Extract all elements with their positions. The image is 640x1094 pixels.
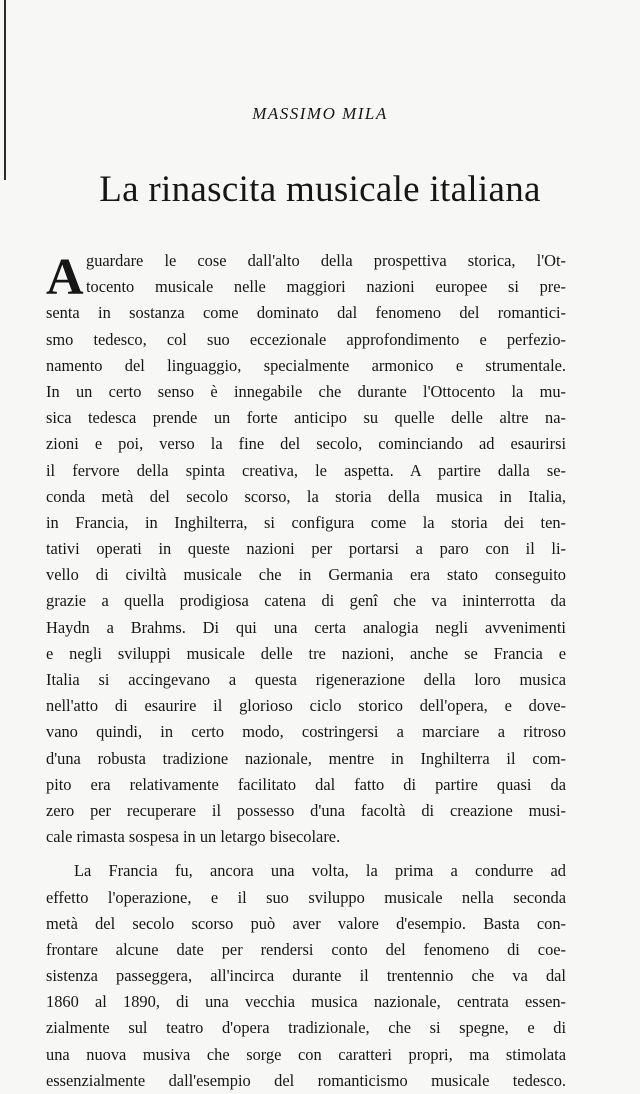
text-line: effetto l'operazione, e il suo sviluppo musicale nella seconda [46, 887, 566, 907]
text-line: essenzialmente dall'esempio del romanticismo musicale tedesco. [46, 1070, 566, 1090]
text-line: tocento musicale nelle maggiori nazioni europee si pre- [86, 277, 566, 297]
text-line: il fervore della spinta creativa, le aspetta. A partire dalla se- [46, 460, 566, 480]
paragraph-1 [46, 248, 566, 850]
text-line: zero per recuperare il possesso d'una facoltà di creazione musi- [46, 800, 566, 820]
article-body [46, 248, 566, 1094]
text-line: 1860 al 1890, di una vecchia musica nazionale, centrata essen- [46, 992, 566, 1012]
paragraph-2 [46, 858, 566, 1094]
text-line: conda metà del secolo scorso, la storia della musica in Italia, [46, 486, 566, 506]
text-line: vano quindi, in certo modo, costringersi a marciare a ritroso [46, 722, 566, 742]
text-line: Italia si accingevano a questa rigenerazione della loro musica [46, 670, 566, 689]
text-line: e negli sviluppi musicale delle tre nazioni, anche se Francia e [46, 643, 566, 663]
text-line: namento del linguaggio, specialmente armonico e strumentale. [46, 355, 566, 375]
text-line: d'una robusta tradizione nazionale, mentre in Inghilterra il com- [46, 748, 566, 768]
text-line: In un certo senso è innegabile che durante l'Ottocento la mu- [46, 381, 566, 401]
text-line: La Francia fu, ancora una volta, la prima a condurre ad [74, 861, 566, 881]
text-line: sistenza passeggera, all'incirca durante il trentennio che va dal [46, 966, 566, 986]
text-line: guardare le cose dall'alto della prospettiva storica, l'Ot- [86, 251, 566, 270]
text-line: pito era relativamente facilitato dal fatto di partire quasi da [46, 774, 566, 794]
text-line: metà del secolo scorso può aver valore d'esempio. Basta con- [46, 913, 566, 933]
text-line: tativi operati in queste nazioni per portarsi a paro con il li- [46, 539, 566, 559]
text-line: vello di civiltà musicale che in Germania era stato conseguito [46, 565, 566, 585]
text-line: una nuova musiva che sorge con caratteri propri, ma stimolata [46, 1044, 566, 1064]
text-line: zioni e poi, verso la fine del secolo, cominciando ad esaurirsi [46, 434, 566, 454]
text-line: frontare alcune date per rendersi conto del fenomeno di coe- [46, 939, 566, 959]
page-binding-edge [4, 0, 6, 180]
article-title: La rinascita musicale italiana [99, 169, 541, 210]
text-line: zialmente sul teatro d'opera tradizionale, che si spegne, e di [46, 1018, 566, 1038]
text-line: in Francia, in Inghilterra, si configura come la storia dei ten- [46, 512, 566, 532]
text-line: grazie a quella prodigiosa catena di genî che va ininterrotta da [46, 591, 566, 611]
text-line: nell'atto di esaurire il glorioso ciclo storico dell'opera, e dove- [46, 696, 566, 716]
text-line: senta in sostanza come dominato dal fenomeno del romantici- [46, 303, 566, 323]
text-line: sica tedesca prende un forte anticipo su quelle delle altre na- [46, 408, 566, 428]
drop-cap: A [46, 249, 84, 306]
text-line: smo tedesco, col suo eccezionale approfondimento e perfezio- [46, 329, 566, 349]
text-line: cale rimasta sospesa in un letargo bisecolare. [46, 827, 341, 847]
author-name: MASSIMO MILA [252, 104, 388, 123]
text-line: Haydn a Brahms. Di qui una certa analogia negli avvenimenti [46, 617, 566, 637]
paragraph-gap [46, 850, 566, 858]
